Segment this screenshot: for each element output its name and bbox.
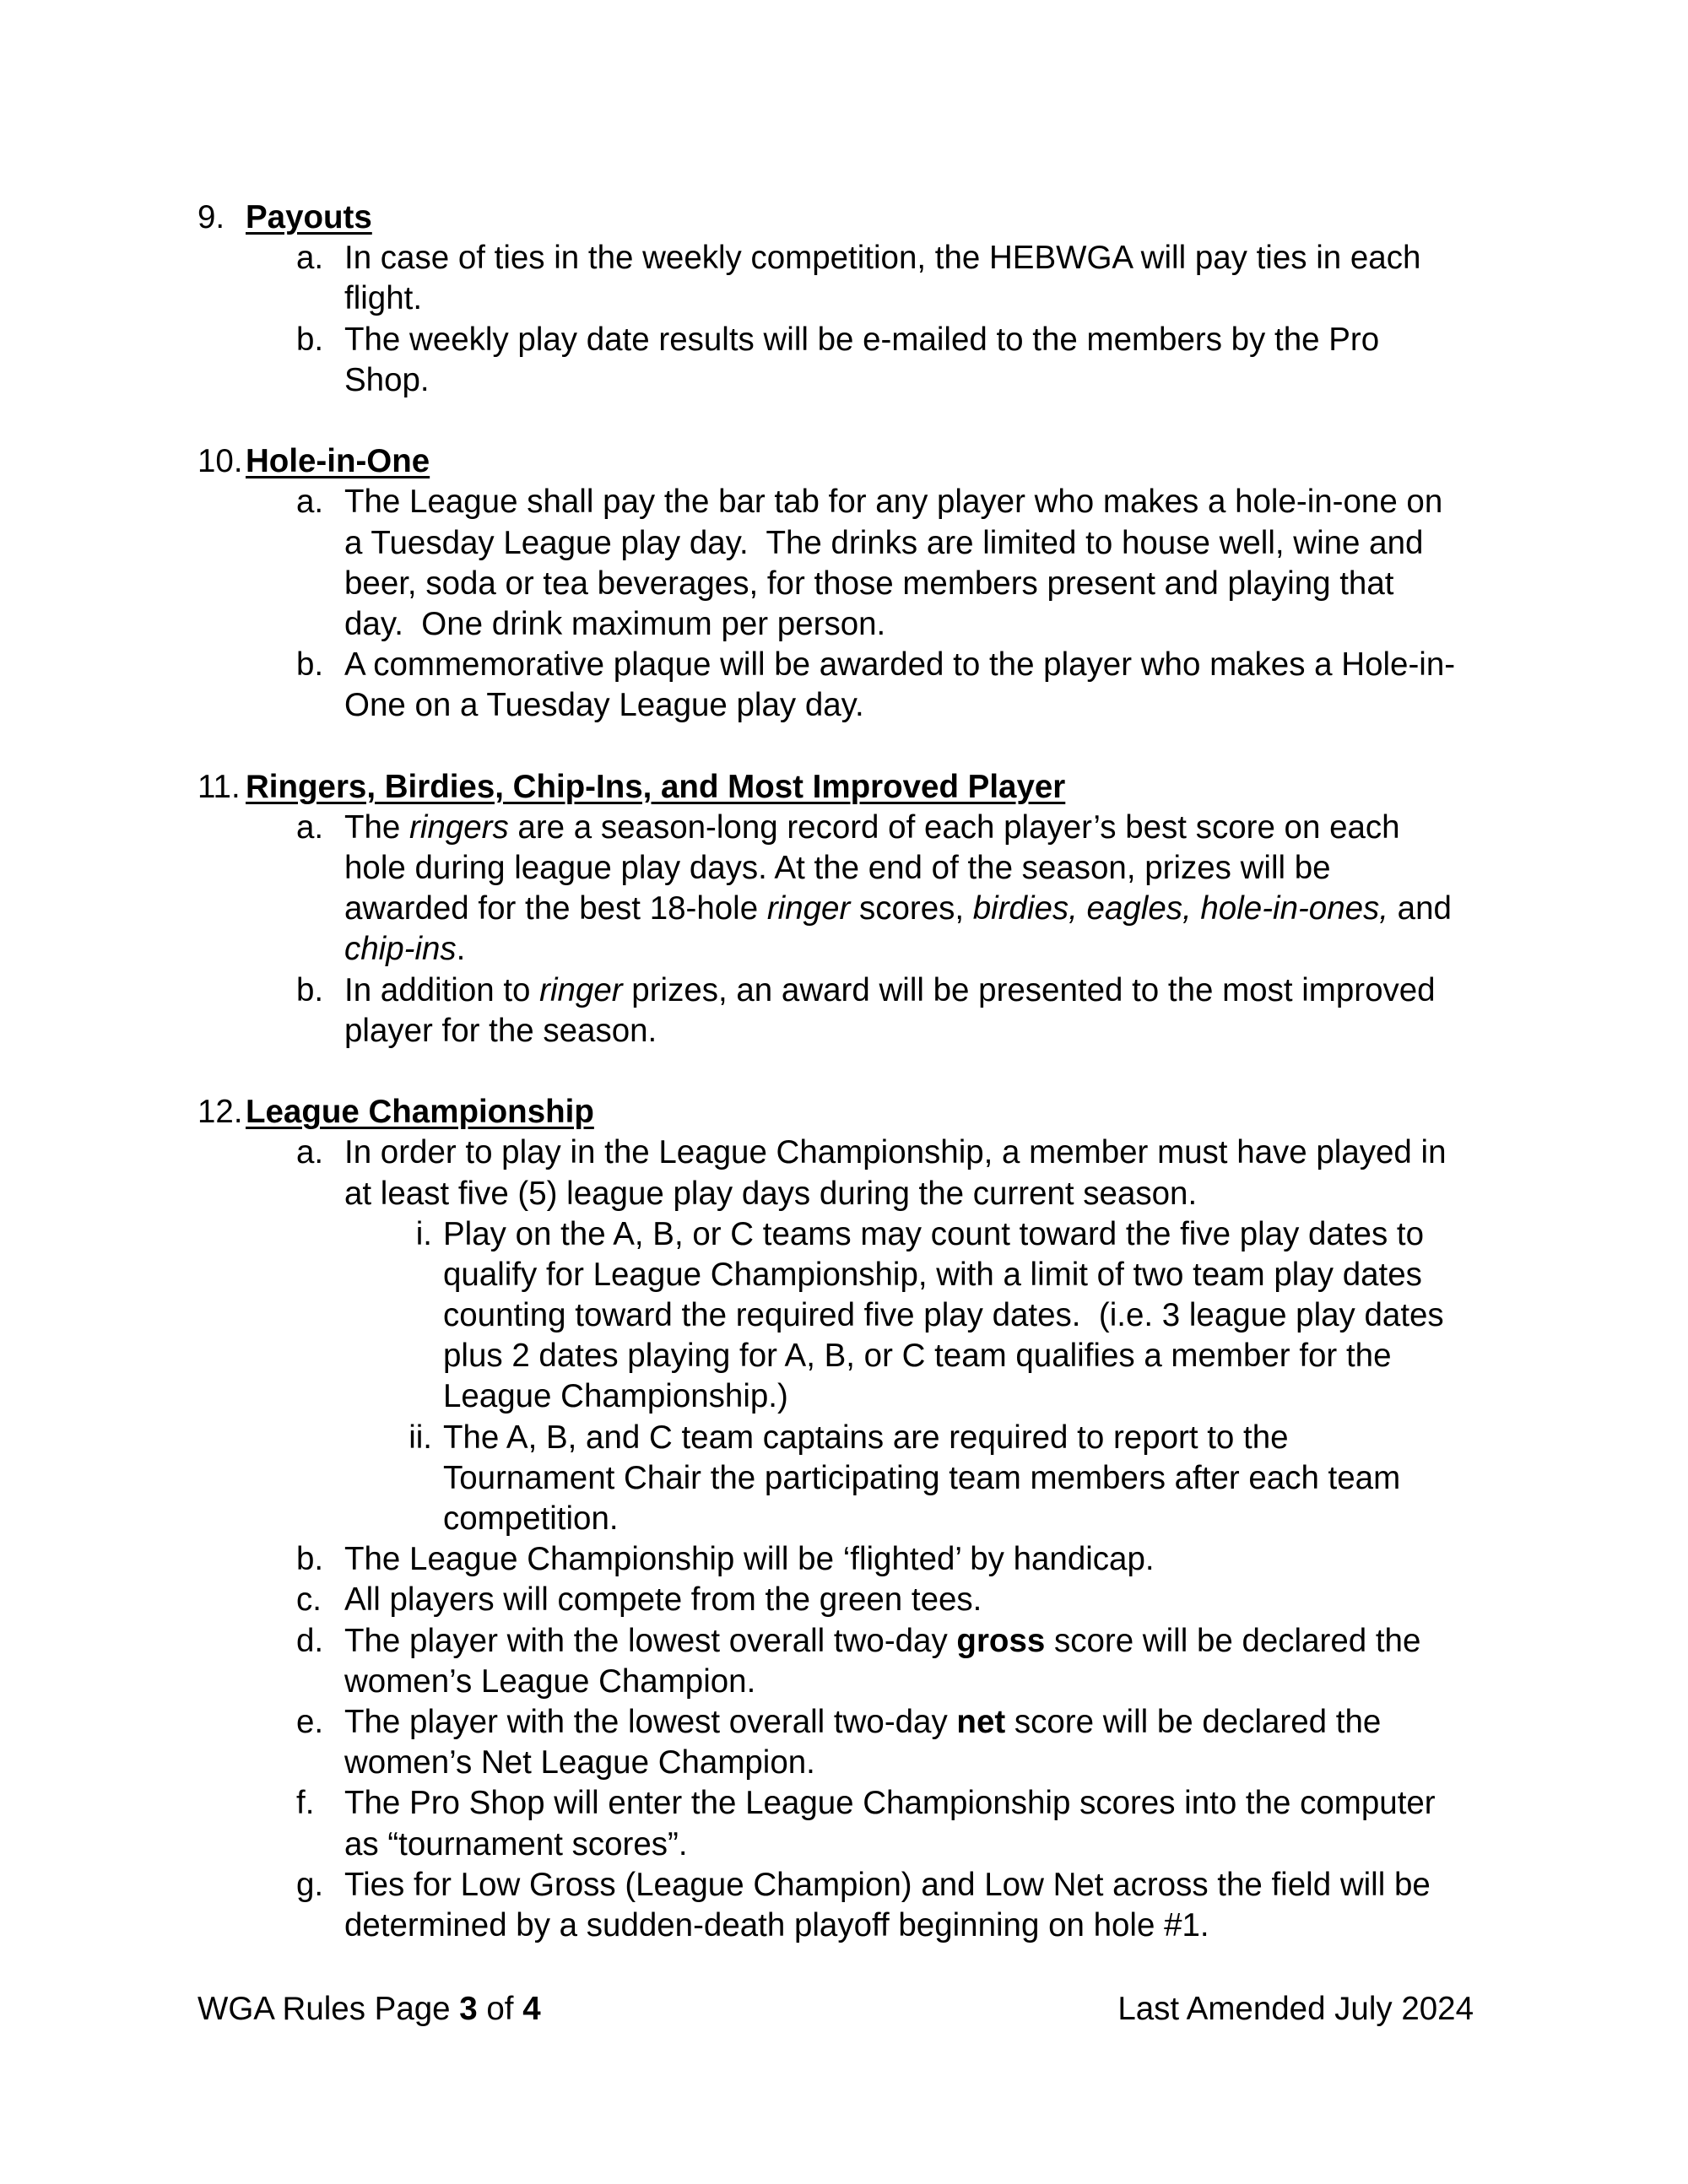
text-segment: Shop. <box>344 361 430 398</box>
section-9 <box>197 197 1514 401</box>
item-text <box>443 1255 1422 1295</box>
text-segment: In case of ties in the weekly competition, the HEBWGA will pay ties in each <box>344 240 1421 277</box>
section-11 <box>197 767 1514 1051</box>
section-heading <box>197 197 1514 238</box>
item-text <box>344 1906 1209 1946</box>
italic-text: birdies, eagles, hole-in-ones, <box>972 890 1388 927</box>
text-line <box>197 1499 1514 1539</box>
item-label: a. <box>296 808 324 846</box>
item-text <box>344 238 1420 278</box>
item-text <box>443 1376 788 1417</box>
text-line <box>197 1743 1514 1783</box>
item-label: g. <box>296 1866 324 1903</box>
item-text <box>443 1336 1391 1376</box>
document-body <box>197 197 1514 1946</box>
text-segment: day. One drink maximum per person. <box>344 605 886 642</box>
list-item <box>197 320 1514 401</box>
text-line <box>197 970 1514 1011</box>
item-text <box>344 848 1331 889</box>
text-segment: as “tournament scores”. <box>344 1825 688 1862</box>
item-text <box>344 889 1452 929</box>
text-segment: hole during league play days. At the end of the season, prizes will be <box>344 850 1331 886</box>
text-line <box>197 1133 1514 1173</box>
text-line <box>197 1783 1514 1824</box>
section-spacer <box>197 401 1514 441</box>
item-label: i. <box>415 1215 432 1252</box>
italic-text: ringer <box>539 971 623 1008</box>
text-line <box>197 808 1514 848</box>
item-label: a. <box>296 1134 324 1171</box>
section-number: 12. <box>197 1094 243 1131</box>
list-item <box>197 482 1514 645</box>
section-heading <box>197 1092 1514 1133</box>
list-item <box>197 1702 1514 1783</box>
list-item <box>197 970 1514 1051</box>
section-10 <box>197 441 1514 726</box>
item-label: ii. <box>408 1419 432 1456</box>
text-segment: flight. <box>344 280 423 317</box>
item-text <box>344 1662 755 1702</box>
item-text <box>443 1458 1400 1499</box>
item-text <box>344 1702 1381 1743</box>
italic-text: ringers <box>409 808 509 846</box>
item-text <box>443 1418 1289 1458</box>
text-segment: The weekly play date results will be e-mailed to the members by the Pro <box>344 321 1380 358</box>
text-line <box>197 1906 1514 1946</box>
item-text <box>344 523 1423 564</box>
text-segment: counting toward the required five play dates. (i.e. 3 league play dates <box>443 1297 1444 1334</box>
bold-text: gross <box>956 1622 1046 1659</box>
item-text <box>344 685 864 726</box>
item-text <box>344 360 430 401</box>
text-segment: determined by a sudden-death playoff beginning on hole #1. <box>344 1906 1209 1943</box>
text-line <box>197 889 1514 929</box>
text-line <box>197 1376 1514 1417</box>
text-segment: The League shall pay the bar tab for any player who makes a hole-in-one on <box>344 484 1443 521</box>
item-text <box>443 1214 1424 1255</box>
text-segment: A commemorative plaque will be awarded to the player who makes a Hole-in- <box>344 646 1456 684</box>
list-item <box>197 808 1514 970</box>
text-segment: are a season-long record of each player’s best score on each <box>508 808 1400 846</box>
item-text <box>344 1865 1431 1906</box>
text-line <box>197 238 1514 278</box>
item-label: b. <box>296 1541 324 1578</box>
text-segment: The Pro Shop will enter the League Championship scores into the computer <box>344 1785 1436 1822</box>
list-item <box>197 1418 1514 1540</box>
section-title: Hole-in-One <box>246 443 430 480</box>
section-number: 11. <box>197 768 241 805</box>
text-segment: The player with the lowest overall two-day <box>344 1622 957 1659</box>
section-spacer <box>197 1051 1514 1092</box>
item-label: b. <box>296 646 324 684</box>
text-line <box>197 645 1514 685</box>
text-segment: Ties for Low Gross (League Champion) and Low Net across the field will be <box>344 1866 1431 1903</box>
text-segment: The <box>344 808 410 846</box>
text-segment: player for the season. <box>344 1012 657 1049</box>
text-line <box>197 523 1514 564</box>
list-item <box>197 645 1514 726</box>
page-footer <box>197 1989 1474 2030</box>
italic-text: ringer <box>766 890 851 927</box>
text-line <box>197 1418 1514 1458</box>
text-line <box>197 564 1514 604</box>
list-item <box>197 1783 1514 1864</box>
section-heading <box>197 767 1514 808</box>
text-line <box>197 278 1514 319</box>
text-line <box>197 1865 1514 1906</box>
text-line <box>197 1336 1514 1376</box>
text-segment: prizes, an award will be presented to the most improved <box>622 971 1436 1008</box>
section-title: Ringers, Birdies, Chip-Ins, and Most Improved Player <box>246 768 1066 805</box>
item-text <box>344 482 1442 522</box>
list-item <box>197 1539 1514 1580</box>
text-segment: Tournament Chair the participating team members after each team <box>443 1459 1401 1496</box>
section-heading <box>197 441 1514 482</box>
text-line <box>197 929 1514 970</box>
text-segment: The League Championship will be ‘flighted’ by handicap. <box>344 1541 1155 1578</box>
text-line <box>197 1295 1514 1336</box>
item-text <box>344 1011 657 1051</box>
item-text <box>443 1295 1444 1336</box>
text-segment: The A, B, and C team captains are required to report to the <box>443 1419 1289 1456</box>
item-text <box>344 970 1436 1011</box>
item-text <box>344 604 885 645</box>
text-line <box>197 1011 1514 1051</box>
footer-of: of <box>477 1991 523 2027</box>
text-line <box>197 848 1514 889</box>
text-segment: score will be declared the <box>1005 1703 1382 1740</box>
text-segment: The player with the lowest overall two-day <box>344 1703 957 1740</box>
item-label: e. <box>296 1703 324 1740</box>
text-segment: scores, <box>850 890 973 927</box>
text-line <box>197 1702 1514 1743</box>
list-item <box>197 1133 1514 1214</box>
text-line <box>197 685 1514 726</box>
text-line <box>197 1458 1514 1499</box>
text-segment: awarded for the best 18-hole <box>344 890 767 927</box>
text-segment: . <box>456 931 466 968</box>
text-line <box>197 1662 1514 1702</box>
item-label: c. <box>296 1581 322 1619</box>
item-label: b. <box>296 971 324 1008</box>
text-segment: competition. <box>443 1500 619 1537</box>
item-text <box>344 808 1400 848</box>
text-segment: beer, soda or tea beverages, for those members present and playing that <box>344 565 1394 602</box>
list-item <box>197 1865 1514 1946</box>
text-line <box>197 1214 1514 1255</box>
text-line <box>197 1825 1514 1865</box>
item-text <box>344 278 422 319</box>
item-text <box>344 1174 1197 1214</box>
footer-page-number <box>197 1989 541 2030</box>
text-segment: women’s League Champion. <box>344 1662 756 1700</box>
item-text <box>344 564 1393 604</box>
item-text <box>344 645 1455 685</box>
item-label: f. <box>296 1785 315 1822</box>
section-number: 10. <box>197 443 243 480</box>
text-line <box>197 360 1514 401</box>
list-item <box>197 1214 1514 1418</box>
list-item <box>197 1621 1514 1702</box>
text-segment: a Tuesday League play day. The drinks are limited to house well, wine and <box>344 524 1424 561</box>
text-segment: women’s Net League Champion. <box>344 1744 815 1781</box>
item-label: b. <box>296 321 324 358</box>
text-line <box>197 1174 1514 1214</box>
text-segment: plus 2 dates playing for A, B, or C team qualifies a member for the <box>443 1338 1392 1375</box>
item-text <box>344 320 1379 360</box>
text-segment: score will be declared the <box>1045 1622 1421 1659</box>
text-segment: All players will compete from the green tees. <box>344 1581 982 1619</box>
text-segment: Play on the A, B, or C teams may count toward the five play dates to <box>443 1215 1425 1252</box>
list-item <box>197 1580 1514 1620</box>
item-label: a. <box>296 240 324 277</box>
text-segment: In order to play in the League Championship, a member must have played in <box>344 1134 1447 1171</box>
item-text <box>344 1783 1436 1824</box>
item-text <box>344 1580 982 1620</box>
text-segment: qualify for League Championship, with a limit of two team play dates <box>443 1256 1422 1293</box>
italic-text: chip-ins <box>344 931 457 968</box>
text-line <box>197 482 1514 522</box>
item-text <box>344 1539 1155 1580</box>
list-item <box>197 238 1514 319</box>
section-title: League Championship <box>246 1094 594 1131</box>
section-title: Payouts <box>246 199 372 235</box>
text-line <box>197 320 1514 360</box>
item-text <box>344 1133 1447 1173</box>
text-segment: One on a Tuesday League play day. <box>344 687 864 724</box>
footer-total-pages: 4 <box>522 1991 541 2027</box>
footer-label: WGA Rules Page <box>197 1991 460 2027</box>
bold-text: net <box>956 1703 1006 1740</box>
item-label: d. <box>296 1622 324 1659</box>
text-line <box>197 1580 1514 1620</box>
footer-current-page: 3 <box>459 1991 478 2027</box>
text-segment: and <box>1388 890 1452 927</box>
text-segment: at least five (5) league play days during the current season. <box>344 1175 1198 1212</box>
section-spacer <box>197 726 1514 766</box>
footer-amended-date: Last Amended July 2024 <box>1117 1991 1474 2027</box>
text-segment: League Championship.) <box>443 1378 788 1415</box>
text-line <box>197 1539 1514 1580</box>
text-segment: In addition to <box>344 971 540 1008</box>
section-12 <box>197 1092 1514 1946</box>
item-text <box>443 1499 619 1539</box>
text-line <box>197 1621 1514 1662</box>
text-line <box>197 1255 1514 1295</box>
item-label: a. <box>296 484 324 521</box>
item-text <box>344 1743 815 1783</box>
item-text <box>344 1825 688 1865</box>
section-number: 9. <box>197 199 225 235</box>
item-text <box>344 929 465 970</box>
item-text <box>344 1621 1420 1662</box>
text-line <box>197 604 1514 645</box>
